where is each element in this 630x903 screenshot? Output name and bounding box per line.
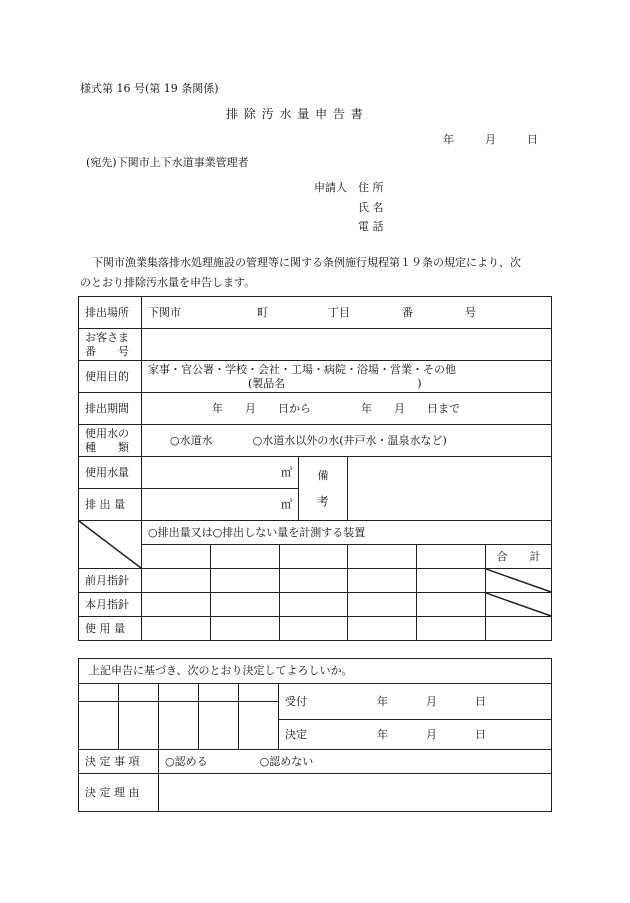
meter-corner-cell	[79, 521, 142, 569]
curr-total-cell	[486, 593, 552, 617]
location-go: 号	[465, 305, 476, 319]
discharge-label: 排 出 量	[79, 489, 142, 521]
decision-table	[78, 658, 552, 812]
received-year: 年	[377, 694, 388, 708]
prev-cell-5[interactable]	[417, 569, 486, 593]
declaration-table	[78, 296, 552, 641]
meter-col-4[interactable]	[348, 545, 417, 569]
period-from: 年 月 日から	[212, 401, 311, 415]
water-option-other[interactable]: ○水道水以外の水(井戸水・温泉水など)	[252, 433, 447, 447]
customer-number-field[interactable]	[142, 329, 552, 361]
decision-matter-label: 決 定 事 項	[79, 750, 159, 774]
remarks-label-2: 考	[317, 494, 329, 508]
used-cell-3[interactable]	[280, 617, 348, 641]
meter-col-3[interactable]	[280, 545, 348, 569]
purpose-product: (製品名 )	[248, 376, 422, 390]
prev-total-cell	[486, 569, 552, 593]
purpose-field[interactable]	[142, 361, 552, 393]
diagonal-line	[79, 521, 141, 568]
remarks-label-1: 備	[317, 468, 329, 482]
meter-col-1[interactable]	[142, 545, 211, 569]
prev-cell-2[interactable]	[211, 569, 280, 593]
discharge-field[interactable]	[142, 489, 299, 521]
curr-cell-3[interactable]	[280, 593, 348, 617]
usage-unit: ㎥	[281, 465, 292, 479]
date-day: 日	[527, 133, 538, 146]
prev-cell-1[interactable]	[142, 569, 211, 593]
curr-cell-2[interactable]	[211, 593, 280, 617]
location-field[interactable]	[142, 297, 552, 329]
stamp-cell-5b[interactable]	[239, 702, 279, 750]
diagonal-line	[486, 569, 551, 592]
location-label: 排出場所	[79, 297, 142, 329]
curr-reading-label: 本月指針	[79, 593, 142, 617]
decision-reason-field[interactable]	[159, 774, 552, 812]
stamp-cell-1b[interactable]	[79, 702, 119, 750]
addressee: (宛先)下関市上下水道事業管理者	[86, 156, 249, 169]
stamp-cell-2a[interactable]	[119, 684, 159, 702]
prev-reading-label: 前月指針	[79, 569, 142, 593]
decided-month: 月	[426, 727, 437, 741]
form-number: 様式第 16 号(第 19 条関係)	[80, 82, 219, 95]
stamp-cell-4b[interactable]	[199, 702, 239, 750]
stamp-cell-3a[interactable]	[159, 684, 199, 702]
decision-reason-label: 決 定 理 由	[79, 774, 159, 812]
location-ban: 番	[402, 305, 413, 319]
remarks-field[interactable]	[348, 457, 552, 521]
date-year: 年	[443, 133, 454, 146]
decided-day: 日	[475, 727, 486, 741]
decided-year: 年	[377, 727, 388, 741]
used-cell-5[interactable]	[417, 617, 486, 641]
intro-text-2: のとおり排除汚水量を申告します。	[80, 276, 256, 289]
customer-number-label	[79, 329, 142, 361]
stamp-cell-2b[interactable]	[119, 702, 159, 750]
used-cell-4[interactable]	[348, 617, 417, 641]
decision-heading: 上記申告に基づき、次のとおり決定してよろしいか。	[79, 659, 552, 684]
customer-label-line2: 番 号	[85, 344, 129, 358]
purpose-label: 使用目的	[79, 361, 142, 393]
usage-field[interactable]	[142, 457, 299, 489]
water-type-field[interactable]	[142, 425, 552, 457]
stamp-cell-1a[interactable]	[79, 684, 119, 702]
remarks-label	[299, 457, 348, 521]
approve-option[interactable]: ○認める	[165, 754, 208, 768]
water-type-label-line1: 使用水の	[85, 426, 129, 440]
used-amount-label: 使 用 量	[79, 617, 142, 641]
reject-option[interactable]: ○認めない	[259, 754, 314, 768]
received-day: 日	[475, 694, 486, 708]
customer-label-line1: お客さま	[85, 330, 129, 344]
curr-cell-1[interactable]	[142, 593, 211, 617]
location-chome: 丁目	[328, 305, 350, 319]
received-label: 受付	[285, 694, 307, 708]
period-label: 排出期間	[79, 393, 142, 425]
water-type-label-line2: 種 類	[85, 440, 129, 454]
period-to: 年 月 日まで	[361, 401, 460, 415]
stamp-cell-3b[interactable]	[159, 702, 199, 750]
intro-text-1: 下関市漁業集落排水処理施設の管理等に関する条例施行規程第１９条の規定により、次	[92, 256, 521, 269]
applicant-address-label: 住 所	[358, 181, 384, 194]
applicant-phone-label: 電 話	[358, 220, 384, 233]
date-line	[443, 134, 538, 145]
used-cell-2[interactable]	[211, 617, 280, 641]
period-field[interactable]	[142, 393, 552, 425]
used-cell-1[interactable]	[142, 617, 211, 641]
decided-label: 決定	[285, 727, 307, 741]
received-row	[279, 684, 552, 720]
applicant-name-label: 氏 名	[358, 201, 384, 214]
prev-cell-3[interactable]	[280, 569, 348, 593]
diagonal-line	[486, 593, 551, 616]
total-header: 合 計	[486, 545, 552, 569]
decision-options	[159, 750, 552, 774]
used-total-cell[interactable]	[486, 617, 552, 641]
usage-label: 使用水量	[79, 457, 142, 489]
stamp-cell-4a[interactable]	[199, 684, 239, 702]
location-town: 町	[257, 305, 268, 319]
curr-cell-4[interactable]	[348, 593, 417, 617]
meter-heading: ○排出量又は○排出しない量を計測する装置	[142, 521, 552, 545]
purpose-options: 家事・官公署・学校・会社・工場・病院・浴場・営業・その他	[148, 362, 456, 376]
received-month: 月	[426, 694, 437, 708]
date-month: 月	[485, 133, 496, 146]
meter-col-5[interactable]	[417, 545, 486, 569]
location-city: 下関市	[148, 305, 181, 319]
water-option-tap[interactable]: ○水道水	[170, 433, 213, 447]
decided-row	[279, 720, 552, 750]
prev-cell-4[interactable]	[348, 569, 417, 593]
applicant-label: 申請人	[314, 181, 347, 194]
stamp-cell-5a[interactable]	[239, 684, 279, 702]
discharge-unit: ㎥	[281, 497, 292, 511]
water-type-label	[79, 425, 142, 457]
meter-col-2[interactable]	[211, 545, 280, 569]
document-title: 排 除 汚 水 量 申 告 書	[226, 107, 364, 121]
curr-cell-5[interactable]	[417, 593, 486, 617]
